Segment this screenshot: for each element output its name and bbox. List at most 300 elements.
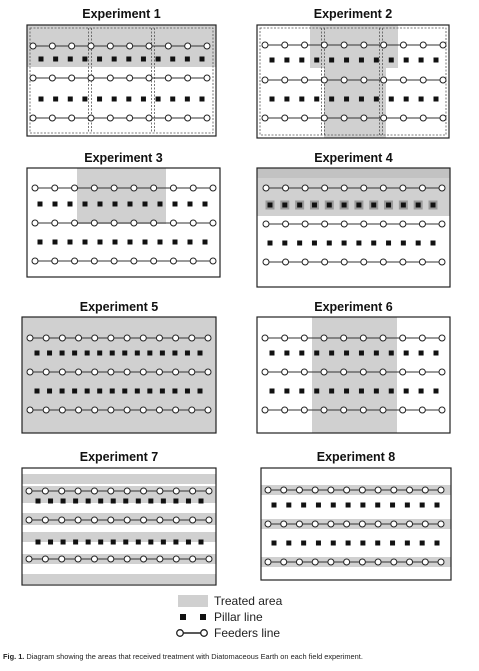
feeder-circle	[375, 559, 381, 565]
feeder-circle	[296, 521, 302, 527]
feeder-circle	[27, 369, 33, 375]
feeder-circle	[107, 115, 113, 121]
feeder-circle	[141, 517, 147, 523]
feeder-circle	[301, 335, 307, 341]
pillar-marker	[314, 389, 319, 394]
feeder-circle	[146, 75, 152, 81]
pillar-marker	[299, 351, 304, 356]
feeder-circle	[111, 185, 117, 191]
feeder-circle	[312, 559, 318, 565]
pillar-marker	[136, 499, 141, 504]
feeder-circle	[282, 369, 288, 375]
feeder-circle	[210, 185, 216, 191]
treated-area	[324, 68, 386, 138]
legend-treated-swatch	[178, 595, 208, 607]
feeder-circle	[151, 185, 157, 191]
feeder-circle	[30, 75, 36, 81]
pillar-marker	[158, 240, 163, 245]
pillar-marker	[85, 351, 90, 356]
feeder-circle	[439, 369, 445, 375]
feeder-circle	[151, 220, 157, 226]
feeder-circle	[156, 335, 162, 341]
feeder-circle	[321, 42, 327, 48]
pillar-marker	[434, 351, 439, 356]
feeder-circle	[72, 185, 78, 191]
pillar-marker	[419, 97, 424, 102]
pillar-marker	[97, 351, 102, 356]
feeder-circle	[328, 487, 334, 493]
feeder-circle	[69, 115, 75, 121]
feeder-circle	[440, 115, 446, 121]
pillar-marker	[113, 240, 118, 245]
feeder-circle	[146, 115, 152, 121]
experiment-title: Experiment 7	[79, 450, 159, 464]
feeder-circle	[190, 185, 196, 191]
feeder-circle	[302, 259, 308, 265]
pillar-marker	[86, 540, 91, 545]
feeder-circle	[185, 115, 191, 121]
feeder-circle	[206, 556, 212, 562]
feeder-circle	[439, 407, 445, 413]
feeder-circle	[341, 185, 347, 191]
feeder-circle	[341, 259, 347, 265]
feeder-circle	[190, 517, 196, 523]
pillar-marker	[416, 203, 421, 208]
feeder-circle	[43, 407, 49, 413]
treated-area	[22, 474, 216, 484]
feeder-circle	[391, 559, 397, 565]
pillar-marker	[186, 540, 191, 545]
experiment-panel	[27, 151, 220, 277]
feeder-circle	[400, 335, 406, 341]
feeder-circle	[190, 258, 196, 264]
pillar-marker	[299, 97, 304, 102]
pillar-marker	[404, 351, 409, 356]
feeder-circle	[422, 559, 428, 565]
feeder-circle	[281, 521, 287, 527]
feeder-circle	[263, 185, 269, 191]
pillar-marker	[53, 202, 58, 207]
pillar-marker	[98, 540, 103, 545]
pillar-marker	[128, 240, 133, 245]
feeder-circle	[321, 407, 327, 413]
pillar-marker	[110, 351, 115, 356]
pillar-marker	[270, 58, 275, 63]
pillar-marker	[123, 540, 128, 545]
pillar-marker	[148, 540, 153, 545]
pillar-marker	[126, 97, 131, 102]
feeder-circle	[341, 407, 347, 413]
feeder-circle	[27, 407, 33, 413]
feeder-circle	[440, 77, 446, 83]
pillar-marker	[72, 389, 77, 394]
pillar-marker	[316, 541, 321, 546]
feeder-circle	[312, 487, 318, 493]
feeder-circle	[359, 559, 365, 565]
feeder-circle	[107, 43, 113, 49]
feeder-circle	[170, 258, 176, 264]
pillar-marker	[68, 240, 73, 245]
pillar-marker	[374, 58, 379, 63]
feeder-circle	[141, 556, 147, 562]
pillar-marker	[375, 503, 380, 508]
feeder-circle	[205, 369, 211, 375]
pillar-marker	[374, 97, 379, 102]
feeder-circle	[205, 335, 211, 341]
pillar-marker	[344, 351, 349, 356]
pillar-marker	[161, 540, 166, 545]
feeder-circle	[49, 115, 55, 121]
feeder-circle	[32, 185, 38, 191]
feeder-circle	[75, 556, 81, 562]
pillar-marker	[172, 351, 177, 356]
pillar-marker	[85, 389, 90, 394]
feeder-circle	[282, 77, 288, 83]
pillar-marker	[331, 541, 336, 546]
feeder-circle	[69, 43, 75, 49]
pillar-marker	[420, 503, 425, 508]
treated-area	[257, 168, 450, 178]
feeder-circle	[127, 43, 133, 49]
feeder-circle	[391, 521, 397, 527]
pillar-marker	[97, 57, 102, 62]
feeder-circle	[111, 220, 117, 226]
pillar-marker	[389, 58, 394, 63]
feeder-circle	[92, 335, 98, 341]
feeder-circle	[91, 488, 97, 494]
pillar-marker	[389, 389, 394, 394]
feeder-circle	[302, 77, 308, 83]
feeder-circle	[52, 258, 58, 264]
feeder-circle	[296, 559, 302, 565]
figure-caption-label: Fig. 1.	[3, 652, 25, 661]
feeder-circle	[30, 43, 36, 49]
feeder-circle	[360, 335, 366, 341]
pillar-marker	[112, 97, 117, 102]
pillar-marker	[156, 57, 161, 62]
pillar-marker	[53, 57, 58, 62]
feeder-circle	[422, 487, 428, 493]
figure-caption-text: Diagram showing the areas that received treatment with Diatomaceous Earth on each field experiment.	[26, 652, 363, 661]
feeder-circle	[173, 517, 179, 523]
feeder-circle	[42, 517, 48, 523]
feeder-circle	[26, 517, 32, 523]
feeder-circle	[32, 258, 38, 264]
feeder-circle	[59, 369, 65, 375]
feeder-circle	[380, 407, 386, 413]
pillar-marker	[188, 202, 193, 207]
feeder-circle	[124, 488, 130, 494]
pillar-marker	[404, 58, 409, 63]
pillar-marker	[297, 241, 302, 246]
feeder-circle	[76, 335, 82, 341]
pillar-marker	[360, 503, 365, 508]
pillar-marker	[405, 541, 410, 546]
pillar-marker	[404, 97, 409, 102]
experiment-panels	[22, 7, 451, 585]
feeder-circle	[59, 488, 65, 494]
pillar-marker	[60, 351, 65, 356]
feeder-circle	[341, 115, 347, 121]
pillar-marker	[344, 389, 349, 394]
legend-treated-label: Treated area	[214, 594, 283, 608]
pillar-marker	[390, 503, 395, 508]
feeder-circle	[360, 369, 366, 375]
pillar-marker	[38, 202, 43, 207]
pillar-marker	[268, 203, 273, 208]
feeder-circle	[127, 75, 133, 81]
pillar-marker	[173, 240, 178, 245]
pillar-marker	[122, 389, 127, 394]
feeder-circle	[265, 521, 271, 527]
feeder-circle	[76, 369, 82, 375]
pillar-marker	[327, 241, 332, 246]
feeder-circle	[407, 521, 413, 527]
pillar-marker	[35, 389, 40, 394]
feeder-circle	[321, 369, 327, 375]
pillar-marker	[47, 389, 52, 394]
pillar-marker	[113, 202, 118, 207]
pillar-marker	[61, 540, 66, 545]
feeder-circle	[52, 220, 58, 226]
feeder-circle	[265, 559, 271, 565]
pillar-marker	[386, 241, 391, 246]
feeder-circle	[438, 487, 444, 493]
pillar-marker	[173, 540, 178, 545]
pillar-marker	[48, 540, 53, 545]
feeder-circle	[419, 259, 425, 265]
pillar-marker	[61, 499, 66, 504]
legend-feeder-circle	[201, 630, 208, 637]
feeder-circle	[189, 369, 195, 375]
feeder-circle	[302, 115, 308, 121]
feeder-circle	[173, 369, 179, 375]
feeder-circle	[381, 115, 387, 121]
feeder-circle	[400, 369, 406, 375]
feeder-circle	[204, 43, 210, 49]
feeder-circle	[419, 185, 425, 191]
experiment-title: Experiment 6	[314, 300, 393, 314]
feeder-circle	[361, 77, 367, 83]
pillar-marker	[188, 240, 193, 245]
experiment-panel	[22, 300, 216, 433]
feeder-circle	[341, 77, 347, 83]
pillar-marker	[389, 97, 394, 102]
pillar-marker	[390, 541, 395, 546]
feeder-circle	[173, 407, 179, 413]
pillar-marker	[270, 97, 275, 102]
feeder-circle	[170, 220, 176, 226]
pillar-marker	[314, 97, 319, 102]
feeder-circle	[30, 115, 36, 121]
feeder-circle	[283, 221, 289, 227]
pillar-marker	[135, 389, 140, 394]
feeder-circle	[321, 335, 327, 341]
feeder-circle	[344, 487, 350, 493]
feeder-circle	[400, 221, 406, 227]
pillar-marker	[435, 503, 440, 508]
feeder-circle	[88, 43, 94, 49]
feeder-circle	[91, 220, 97, 226]
feeder-circle	[76, 407, 82, 413]
pillar-marker	[53, 97, 58, 102]
feeder-circle	[88, 75, 94, 81]
feeder-circle	[173, 335, 179, 341]
pillar-marker	[371, 203, 376, 208]
pillar-marker	[200, 57, 205, 62]
feeder-circle	[210, 220, 216, 226]
feeder-circle	[124, 517, 130, 523]
pillar-marker	[161, 499, 166, 504]
feeder-circle	[108, 335, 114, 341]
pillar-marker	[419, 351, 424, 356]
pillar-marker	[342, 241, 347, 246]
feeder-circle	[359, 487, 365, 493]
feeder-circle	[190, 556, 196, 562]
feeder-circle	[380, 369, 386, 375]
pillar-marker	[38, 240, 43, 245]
feeder-circle	[262, 115, 268, 121]
pillar-marker	[359, 351, 364, 356]
pillar-marker	[286, 541, 291, 546]
pillar-marker	[270, 389, 275, 394]
pillar-marker	[143, 202, 148, 207]
pillar-marker	[203, 240, 208, 245]
feeder-circle	[361, 115, 367, 121]
experiment-title: Experiment 1	[82, 7, 161, 21]
pillar-marker	[39, 97, 44, 102]
feeder-circle	[381, 42, 387, 48]
treated-area	[22, 317, 216, 433]
legend-pillar-label: Pillar line	[214, 610, 263, 624]
pillar-marker	[434, 97, 439, 102]
feeder-circle	[205, 407, 211, 413]
feeder-circle	[157, 556, 163, 562]
legend	[177, 594, 283, 640]
pillar-marker	[68, 57, 73, 62]
feeder-circle	[263, 259, 269, 265]
pillar-marker	[36, 499, 41, 504]
feeder-circle	[49, 43, 55, 49]
feeder-circle	[322, 221, 328, 227]
feeder-circle	[419, 407, 425, 413]
feeder-circle	[341, 221, 347, 227]
pillar-marker	[53, 240, 58, 245]
feeder-circle	[281, 559, 287, 565]
feeder-circle	[419, 221, 425, 227]
feeder-circle	[400, 185, 406, 191]
pillar-marker	[386, 203, 391, 208]
feeder-circle	[439, 185, 445, 191]
feeder-circle	[262, 369, 268, 375]
feeder-circle	[341, 369, 347, 375]
pillar-marker	[172, 389, 177, 394]
pillar-marker	[122, 351, 127, 356]
pillar-marker	[299, 58, 304, 63]
feeder-circle	[359, 521, 365, 527]
pillar-marker	[97, 389, 102, 394]
pillar-marker	[185, 389, 190, 394]
pillar-marker	[329, 351, 334, 356]
feeder-circle	[361, 221, 367, 227]
pillar-marker	[431, 203, 436, 208]
feeder-circle	[344, 521, 350, 527]
feeder-circle	[420, 42, 426, 48]
feeder-circle	[302, 221, 308, 227]
feeder-circle	[173, 488, 179, 494]
feeder-circle	[59, 556, 65, 562]
pillar-marker	[329, 58, 334, 63]
experiment-panel	[257, 7, 449, 138]
pillar-marker	[419, 389, 424, 394]
feeder-circle	[361, 259, 367, 265]
experiment-title: Experiment 3	[84, 151, 163, 165]
pillar-marker	[173, 202, 178, 207]
pillar-marker	[112, 57, 117, 62]
pillar-marker	[434, 58, 439, 63]
pillar-marker	[301, 503, 306, 508]
pillar-marker	[199, 499, 204, 504]
feeder-circle	[361, 42, 367, 48]
pillar-marker	[268, 241, 273, 246]
feeder-circle	[91, 556, 97, 562]
pillar-marker	[282, 203, 287, 208]
pillar-marker	[72, 351, 77, 356]
pillar-marker	[284, 97, 289, 102]
feeder-circle	[420, 115, 426, 121]
feeder-circle	[108, 517, 114, 523]
feeder-circle	[296, 487, 302, 493]
feeder-circle	[42, 556, 48, 562]
experiment-panel	[22, 450, 216, 585]
feeder-circle	[91, 258, 97, 264]
pillar-marker	[47, 351, 52, 356]
pillar-marker	[147, 351, 152, 356]
feeder-circle	[141, 488, 147, 494]
feeder-circle	[43, 369, 49, 375]
feeder-circle	[206, 488, 212, 494]
pillar-marker	[73, 540, 78, 545]
pillar-marker	[405, 503, 410, 508]
pillar-marker	[68, 202, 73, 207]
pillar-marker	[435, 541, 440, 546]
feeder-circle	[140, 335, 146, 341]
feeder-circle	[189, 407, 195, 413]
feeder-circle	[440, 42, 446, 48]
feeder-circle	[151, 258, 157, 264]
feeder-circle	[190, 488, 196, 494]
pillar-marker	[360, 541, 365, 546]
feeder-circle	[140, 369, 146, 375]
feeder-circle	[400, 407, 406, 413]
pillar-marker	[272, 541, 277, 546]
pillar-marker	[110, 389, 115, 394]
feeder-circle	[156, 407, 162, 413]
feeder-circle	[43, 335, 49, 341]
feeder-circle	[206, 517, 212, 523]
pillar-marker	[186, 499, 191, 504]
feeder-circle	[322, 259, 328, 265]
pillar-marker	[60, 389, 65, 394]
feeder-circle	[111, 258, 117, 264]
experiment-title: Experiment 2	[313, 7, 393, 21]
feeder-circle	[165, 43, 171, 49]
feeder-circle	[108, 488, 114, 494]
pillar-marker	[111, 540, 116, 545]
feeder-circle	[400, 115, 406, 121]
feeder-circle	[189, 335, 195, 341]
feeder-circle	[328, 521, 334, 527]
